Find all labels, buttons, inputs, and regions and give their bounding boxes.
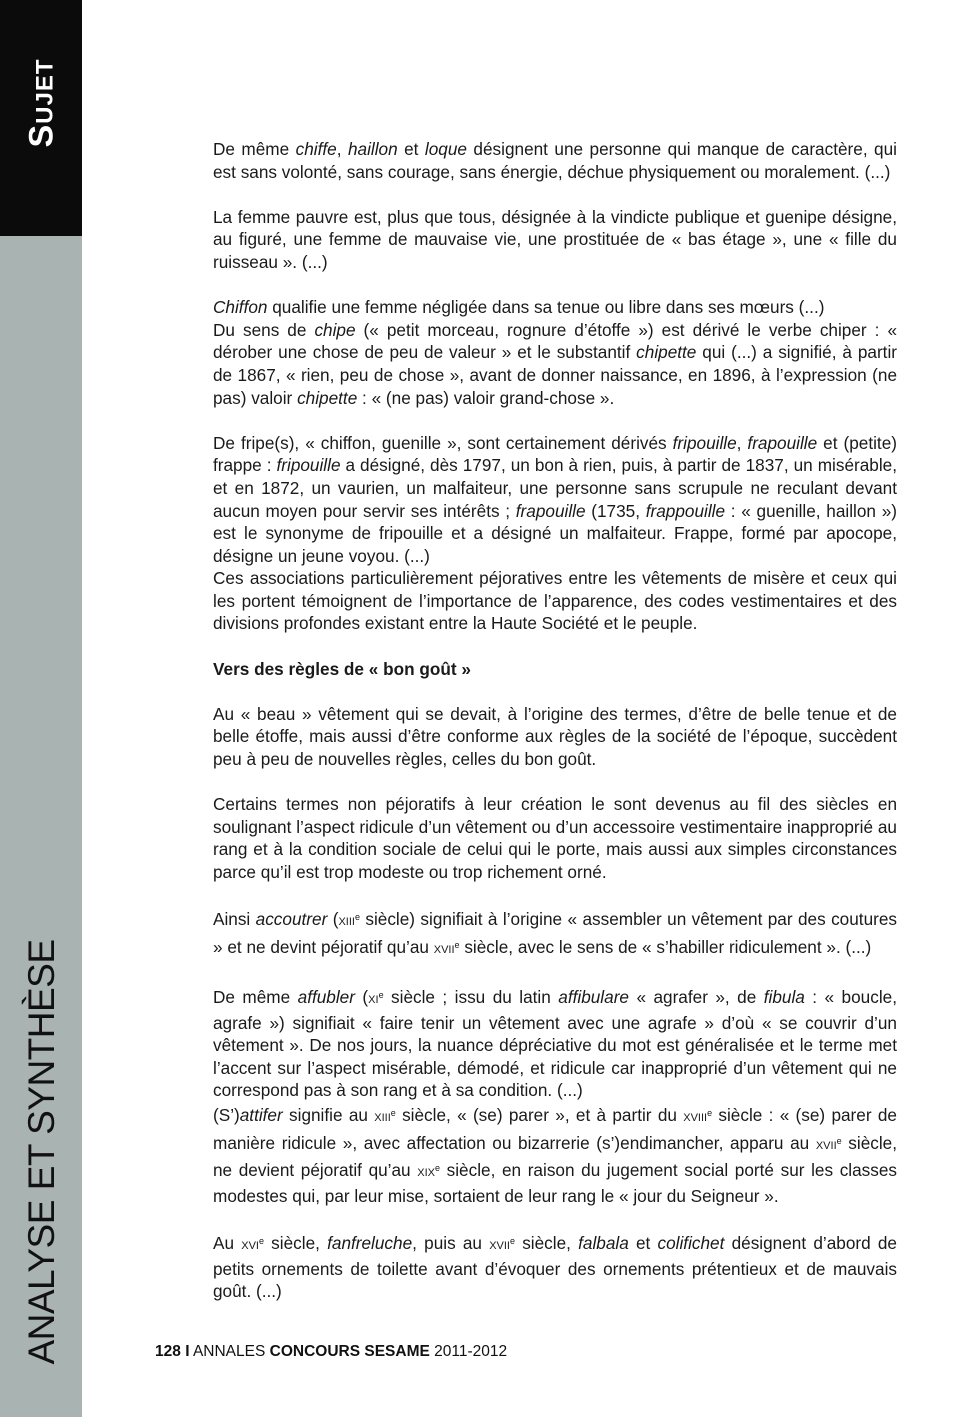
text-run: : « (ne pas) valoir grand-chose ». xyxy=(357,387,615,408)
superscript: e xyxy=(434,1163,440,1174)
superscript: e xyxy=(509,1235,515,1246)
italic-term: frappouille xyxy=(645,500,726,521)
text-run: (« petit morceau, rognure d’étoffe ») est dérivé le verbe chiper : « dérober une chose de peu de valeur » et le substantif xyxy=(213,319,898,363)
superscript: e xyxy=(258,1235,264,1246)
article-body xyxy=(213,138,897,1325)
section-heading xyxy=(213,658,897,681)
century-numeral: XVII xyxy=(815,1139,837,1152)
footer-years: 2011-2012 xyxy=(434,1343,508,1360)
text-run: siècle ; issu du latin xyxy=(383,986,559,1007)
text-run: siècle, xyxy=(263,1232,328,1253)
paragraph xyxy=(213,906,897,961)
text-run: siècle, avec le sens de « s’habiller ridiculement ». (...) xyxy=(459,936,872,957)
italic-term: fibula xyxy=(763,986,805,1007)
footer-annales: ANNALES xyxy=(192,1343,266,1360)
sidebar-section-label: ANALYSE ET SYNTHÈSE xyxy=(21,939,62,1365)
text-run: désignent une personne qui manque de caractère, qui est sans volonté, sans courage, sans énergie, déchue physiquement ou moralement. (...) xyxy=(213,139,897,182)
italic-term: affibulare xyxy=(558,986,629,1007)
italic-term: fanfreluche xyxy=(327,1232,413,1253)
text-run: signifie au xyxy=(282,1104,375,1125)
italic-term: chipette xyxy=(636,342,697,363)
paragraph xyxy=(213,567,897,635)
italic-term: frapouille xyxy=(515,500,586,521)
paragraph xyxy=(213,432,897,568)
century-numeral: XIII xyxy=(338,916,355,929)
text-run: Au xyxy=(213,1232,242,1253)
text-run: Certains termes non péjoratifs à leur création le sont devenus au fil des siècles en soulignant l’aspect ridicule d’un vêtement ou d’un accessoire vestimentaire inapproprié au rang et à la condition sociale de celui qui le porte, mais aussi aux simples circonstances parce qu’il est trop modeste ou trop richement orné. xyxy=(213,794,897,882)
italic-term: chipe xyxy=(314,319,356,340)
text-run: Au « beau » vêtement qui se devait, à l’origine des termes, d’être de belle tenue et de belle étoffe, mais aussi d’être conforme aux règles de la société de l’époque, succèdent peu à peu de nouvelles règles, celles du bon goût. xyxy=(213,703,897,770)
paragraph xyxy=(213,1230,897,1303)
text-run: : « boucle, agrafe ») signifiait « faire tenir un vêtement avec une agrafe » d’où « se couvrir d’un vêtement ». De nos jours, la nuance dépréciative du mot est généralisée et le terme met l’accent sur l’aspect misérable, démodé, et ridicule car inapproprié d’un vêtement qui ne correspond pas à son rang et à sa condition. (...) xyxy=(213,986,897,1101)
century-numeral: XVIII xyxy=(683,1111,708,1124)
superscript: e xyxy=(707,1107,713,1118)
text-run: De même xyxy=(213,986,298,1007)
italic-term: chiffe xyxy=(295,139,337,159)
text-run: et xyxy=(628,1232,658,1253)
text-run: , puis au xyxy=(412,1232,490,1253)
italic-term: accoutrer xyxy=(255,909,328,930)
text-run: a désigné, dès 1797, un bon à rien, puis, à partir de 1837, un misérable, et en 1872, un vaurien, un malfaiteur, une personne sans scrupule ne reculant devant aucun moyen pour servir ses intérêts ; xyxy=(213,455,898,521)
italic-term: colifichet xyxy=(657,1232,725,1253)
text-run: et xyxy=(397,139,425,159)
italic-term: fripouille xyxy=(276,455,341,476)
paragraph xyxy=(213,793,897,883)
sidebar-sujet-label: Sujet xyxy=(22,58,61,148)
century-numeral: XVII xyxy=(489,1239,510,1252)
text-run: De fripe(s), « chiffon, guenille », sont certainement dérivés xyxy=(213,432,673,453)
paragraph xyxy=(213,984,897,1102)
text-run: siècle, ne devient péjoratif qu’au xyxy=(213,1132,897,1181)
text-run: Ces associations particulièrement péjoratives entre les vêtements de misère et ceux qui les portent témoignent de l’importance de l’apparence, des codes vestimentaires et des divisions profondes existant entre la Haute Société et le peuple. xyxy=(213,568,897,634)
italic-term: fripouille xyxy=(672,432,737,453)
text-run: La femme pauvre est, plus que tous, désignée à la vindicte publique et guenipe désigne, au figuré, une femme de mauvaise vie, une prostituée de « bas étage », une « fille du ruisseau ». (...) xyxy=(213,206,897,272)
century-numeral: XI xyxy=(368,993,379,1006)
page-footer xyxy=(155,1343,507,1361)
text-run: (1735, xyxy=(585,500,646,521)
text-run: : « guenille, haillon ») est le synonyme de fripouille et a désigné un malfaiteur. Frappe, formé par apocope, désigne un jeune voyou. (...) xyxy=(213,500,897,566)
superscript: e xyxy=(378,989,384,1000)
italic-term: falbala xyxy=(578,1232,629,1253)
superscript: e xyxy=(454,939,460,950)
text-run: siècle : « (se) parer de manière ridicule », avec affectation ou bizarrerie (s’)endimancher, apparu au xyxy=(213,1104,897,1153)
italic-term: loque xyxy=(424,139,467,159)
italic-term: Chiffon xyxy=(213,297,268,318)
text-run: De même xyxy=(213,139,296,159)
text-run: siècle) signifiait à l’origine « assembler un vêtement par des coutures » et ne devint péjoratif qu’au xyxy=(213,909,898,957)
superscript: e xyxy=(354,912,360,923)
text-run: Ainsi xyxy=(213,909,256,930)
paragraph xyxy=(213,1102,897,1207)
text-run: ( xyxy=(354,986,369,1007)
superscript: e xyxy=(836,1135,842,1146)
footer-publication: CONCOURS SESAME xyxy=(269,1343,430,1360)
footer-separator: I xyxy=(185,1343,190,1360)
paragraph xyxy=(213,319,897,409)
text-run: siècle, en raison du jugement social porté sur les classes modestes qui, par leur mise, sortaient de leur rang le « jour du Seigneur ». xyxy=(213,1160,898,1206)
text-run: (S’) xyxy=(213,1104,240,1125)
superscript: e xyxy=(390,1107,396,1118)
italic-term: chipette xyxy=(297,387,358,408)
text-run: siècle, « (se) parer », et à partir du xyxy=(395,1104,684,1125)
text-run: et (petite) frappe : xyxy=(213,432,897,476)
text-run: qui (...) a signifié, à partir de 1867, « rien, peu de chose », avant de donner naissance, en 1896, à l’expression (ne pas) valoir xyxy=(213,342,897,408)
italic-term: affubler xyxy=(297,986,355,1007)
century-numeral: XVII xyxy=(433,943,455,956)
text-run: siècle, xyxy=(515,1232,579,1253)
century-numeral: XIX xyxy=(417,1167,435,1180)
text-run: ( xyxy=(327,909,339,930)
italic-term: attifer xyxy=(239,1104,283,1125)
century-numeral: XVI xyxy=(241,1239,259,1252)
text-run: , xyxy=(336,139,348,159)
italic-term: frapouille xyxy=(747,432,818,453)
text-run: qualifie une femme négligée dans sa tenue ou libre dans ses mœurs (...) xyxy=(267,297,825,318)
text-run: « agrafer », de xyxy=(628,986,764,1007)
text-run: désignent d’abord de petits ornements de toilette avant d’évoquer des ornements prétentieux et de mauvais goût. (...) xyxy=(213,1232,897,1302)
paragraph xyxy=(213,138,897,183)
paragraph xyxy=(213,296,897,319)
century-numeral: XIII xyxy=(374,1111,391,1124)
paragraph xyxy=(213,703,897,771)
italic-term: haillon xyxy=(347,139,398,159)
text-run: Du sens de xyxy=(213,319,315,340)
page-number: 128 xyxy=(155,1343,181,1360)
text-run: Vers des règles de « bon goût » xyxy=(213,658,471,679)
paragraph xyxy=(213,206,897,274)
text-run: , xyxy=(736,432,748,453)
